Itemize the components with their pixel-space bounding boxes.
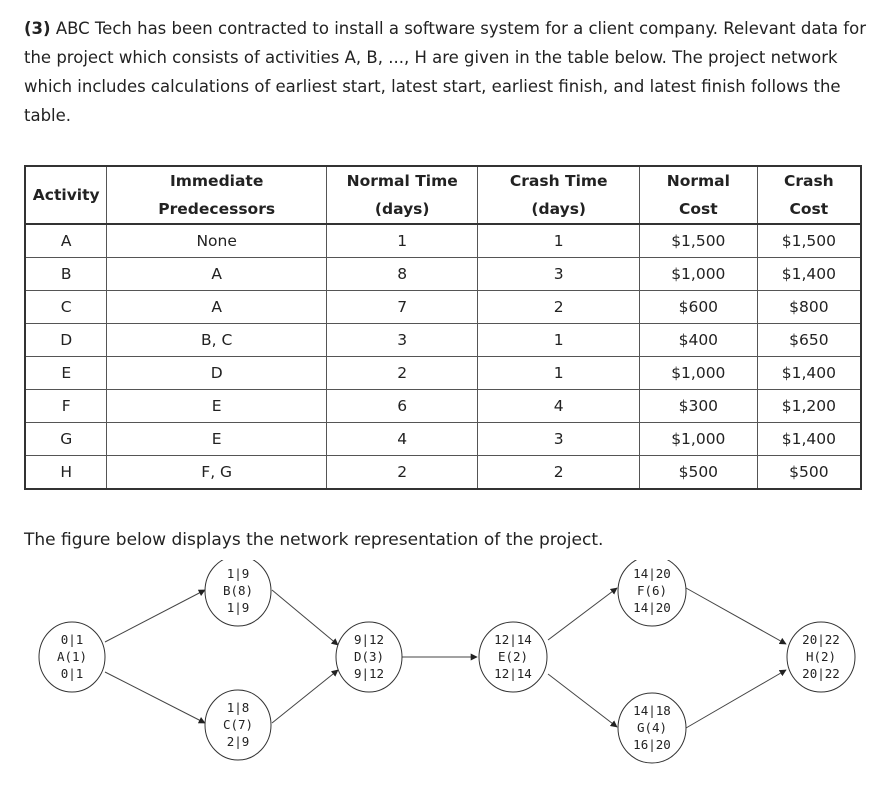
cell-activity: B (25, 258, 107, 291)
node-a-early: 0|1 (60, 632, 84, 647)
table-row (25, 324, 861, 357)
problem-number: (3) (24, 19, 51, 38)
cell-activity: H (25, 456, 107, 490)
cell-normal-time: 4 (326, 423, 478, 456)
cell-normal-time: 2 (326, 357, 478, 390)
cell-activity: A (25, 224, 107, 258)
node-d (336, 622, 402, 692)
node-g-label: G(4) (636, 720, 668, 735)
node-g-early: 14|18 (633, 703, 671, 718)
node-e-label: E(2) (497, 649, 529, 664)
cell-crash-cost: $1,400 (757, 258, 861, 291)
cell-normal-time: 3 (326, 324, 478, 357)
cell-crash-cost: $500 (757, 456, 861, 490)
cell-crash-time: 1 (478, 357, 639, 390)
cell-normal-cost: $1,500 (639, 224, 757, 258)
edge-g-h (686, 670, 786, 728)
cell-predecessors: A (107, 291, 327, 324)
cell-normal-cost: $600 (639, 291, 757, 324)
node-h-early: 20|22 (802, 632, 840, 647)
node-g-late: 16|20 (633, 737, 671, 752)
cell-crash-time: 1 (478, 224, 639, 258)
cell-predecessors: B, C (107, 324, 327, 357)
node-c (205, 690, 271, 760)
cell-crash-time: 2 (478, 291, 639, 324)
node-a-late: 0|1 (60, 666, 84, 681)
cell-crash-time: 3 (478, 423, 639, 456)
cell-predecessors: D (107, 357, 327, 390)
cell-normal-time: 6 (326, 390, 478, 423)
network-diagram (0, 560, 886, 775)
node-e-late: 12|14 (494, 666, 532, 681)
cell-crash-time: 2 (478, 456, 639, 490)
problem-statement (24, 14, 870, 130)
cell-activity: E (25, 357, 107, 390)
header-normal-time: Normal Time (days) (326, 166, 478, 224)
cell-predecessors: F, G (107, 456, 327, 490)
cell-normal-cost: $1,000 (639, 357, 757, 390)
cell-crash-cost: $1,400 (757, 423, 861, 456)
cell-activity: G (25, 423, 107, 456)
cell-crash-cost: $1,500 (757, 224, 861, 258)
cell-crash-time: 1 (478, 324, 639, 357)
cell-crash-cost: $800 (757, 291, 861, 324)
node-f-late: 14|20 (633, 600, 671, 615)
cell-predecessors: None (107, 224, 327, 258)
cell-normal-cost: $1,000 (639, 423, 757, 456)
node-h (787, 622, 855, 692)
header-activity: Activity (25, 166, 107, 224)
cell-activity: F (25, 390, 107, 423)
table-row (25, 357, 861, 390)
node-d-early: 9|12 (353, 632, 385, 647)
header-predecessors: Immediate Predecessors (107, 166, 327, 224)
header-crash-time: Crash Time (days) (478, 166, 639, 224)
edge-a-c (105, 672, 205, 723)
node-h-late: 20|22 (802, 666, 840, 681)
table-row (25, 423, 861, 456)
node-e-early: 12|14 (494, 632, 532, 647)
edge-b-d (272, 590, 338, 645)
edge-e-f (548, 588, 617, 640)
cell-crash-cost: $650 (757, 324, 861, 357)
cell-normal-cost: $500 (639, 456, 757, 490)
node-a-label: A(1) (56, 649, 88, 664)
cell-normal-cost: $1,000 (639, 258, 757, 291)
node-d-label: D(3) (353, 649, 385, 664)
header-normal-cost: Normal Cost (639, 166, 757, 224)
cell-crash-time: 3 (478, 258, 639, 291)
cell-crash-time: 4 (478, 390, 639, 423)
node-h-label: H(2) (805, 649, 837, 664)
cell-predecessors: A (107, 258, 327, 291)
cell-activity: D (25, 324, 107, 357)
edge-a-b (105, 590, 205, 642)
cell-normal-time: 7 (326, 291, 478, 324)
table-header-row (25, 166, 861, 224)
cell-predecessors: E (107, 390, 327, 423)
node-b-early: 1|9 (226, 566, 250, 581)
node-f-label: F(6) (636, 583, 668, 598)
cell-normal-time: 2 (326, 456, 478, 490)
node-b (205, 560, 271, 626)
cell-predecessors: E (107, 423, 327, 456)
cell-crash-cost: $1,400 (757, 357, 861, 390)
node-a (39, 622, 105, 692)
table-row (25, 456, 861, 490)
node-c-late: 2|9 (226, 734, 250, 749)
node-d-late: 9|12 (353, 666, 385, 681)
node-c-early: 1|8 (226, 700, 250, 715)
header-crash-cost: Crash Cost (757, 166, 861, 224)
edge-f-h (686, 588, 786, 644)
cell-normal-cost: $300 (639, 390, 757, 423)
activity-table (24, 165, 862, 490)
table-row (25, 291, 861, 324)
node-b-label: B(8) (222, 583, 254, 598)
problem-text: ABC Tech has been contracted to install a software system for a client company. Relevant data for the project which consists of activities A, B, ..., H are given in the table below. The project network which includes calculations of earliest start, latest start, earliest finish, and latest finish follows the table. (24, 19, 866, 125)
cell-normal-time: 1 (326, 224, 478, 258)
node-g (618, 693, 686, 763)
table-row (25, 258, 861, 291)
cell-normal-time: 8 (326, 258, 478, 291)
cell-crash-cost: $1,200 (757, 390, 861, 423)
table-row (25, 390, 861, 423)
edge-e-g (548, 674, 617, 727)
table-row (25, 224, 861, 258)
cell-activity: C (25, 291, 107, 324)
cell-normal-cost: $400 (639, 324, 757, 357)
node-c-label: C(7) (222, 717, 254, 732)
node-f-early: 14|20 (633, 566, 671, 581)
edge-c-d (272, 670, 338, 723)
node-b-late: 1|9 (226, 600, 250, 615)
node-f (618, 560, 686, 626)
network-caption: The figure below displays the network representation of the project. (24, 530, 604, 550)
node-e (479, 622, 547, 692)
